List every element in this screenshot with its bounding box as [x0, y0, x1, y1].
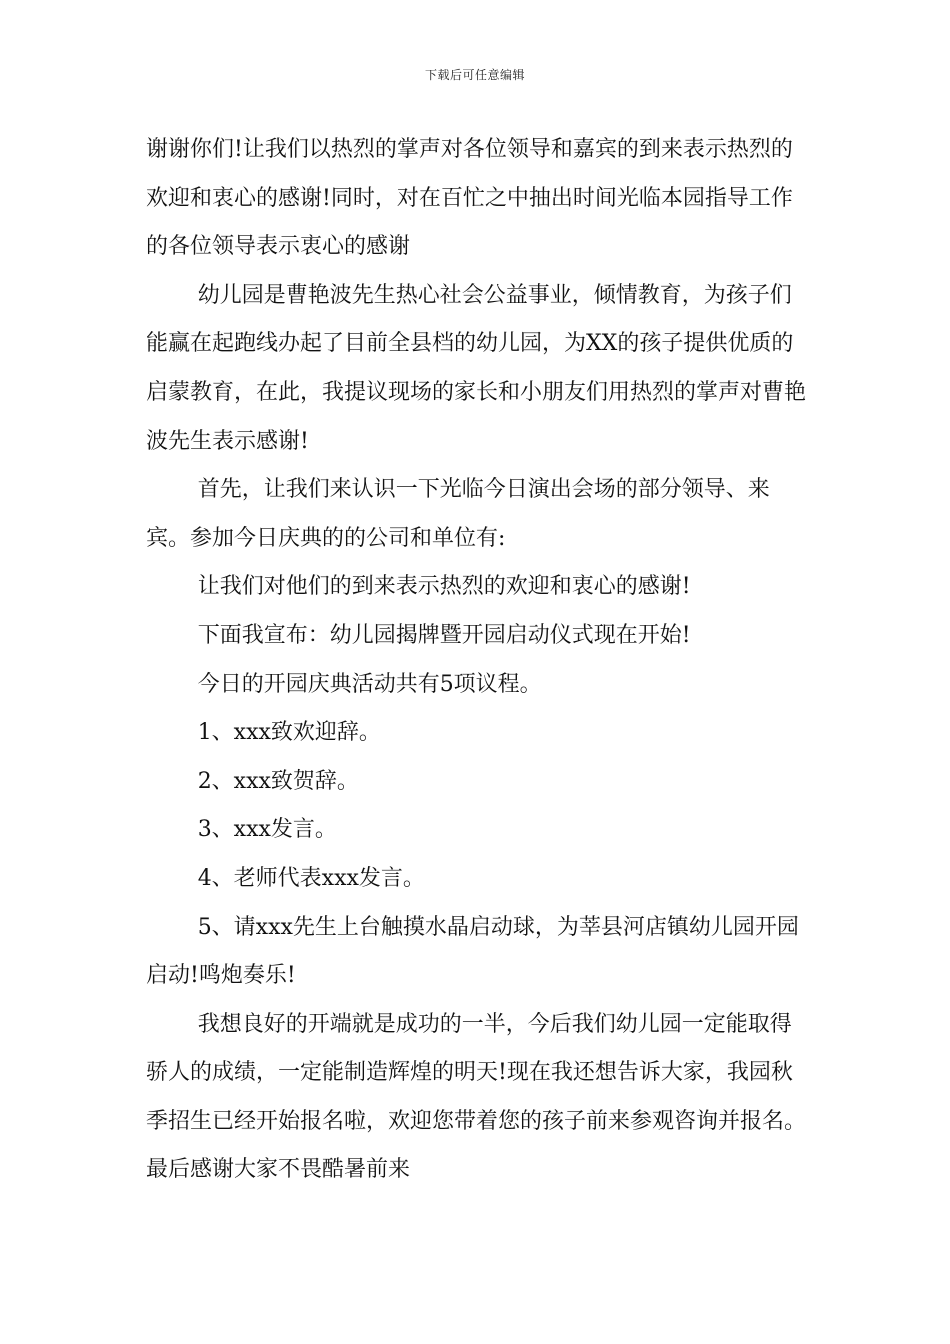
agenda-item-1: 1、xxx致欢迎辞。 — [197, 720, 381, 746]
paragraph-thanks: 谢谢你们!让我们以热烈的掌声对各位领导和嘉宾的到来表示热烈的欢迎和衷心的感谢!同时，对在百忙之中抽出时间光临本园指导工作的各位领导表示衷心的感谢 — [146, 137, 793, 260]
paragraph-announce-start: 下面我宣布：幼儿园揭牌暨开园启动仪式现在开始! — [197, 622, 691, 648]
paragraph-introduce-guests: 首先，让我们来认识一下光临今日演出会场的部分领导、来宾。参加今日庆典的的公司和单位有: — [146, 477, 770, 551]
paragraph-founder: 幼儿园是曹艳波先生热心社会公益事业，倾情教育，为孩子们能赢在起跑线办起了目前全县档的幼儿园，为XX的孩子提供优质的启蒙教育，在此，我提议现场的家长和小朋友们用热烈的掌声对曹艳波先生表示感谢! — [146, 282, 807, 454]
agenda-item-3: 3、xxx发言。 — [197, 817, 337, 843]
page-header-note: 下载后可任意编辑 — [424, 68, 525, 82]
paragraph-agenda-intro: 今日的开园庆典活动共有5项议程。 — [197, 671, 542, 697]
agenda-item-2: 2、xxx致贺辞。 — [197, 768, 359, 794]
agenda-item-4: 4、老师代表xxx发言。 — [197, 865, 425, 891]
document-body — [146, 126, 806, 1195]
paragraph-closing: 我想良好的开端就是成功的一半，今后我们幼儿园一定能取得骄人的成绩，一定能制造辉煌的明天!现在我还想告诉大家，我园秋季招生已经开始报名啦，欢迎您带着您的孩子前来参观咨询并报名。最后感谢大家不畏酷暑前来 — [146, 1011, 807, 1183]
paragraph-welcome-guests: 让我们对他们的到来表示热烈的欢迎和衷心的感谢! — [197, 574, 691, 600]
agenda-item-5: 5、请xxx先生上台触摸水晶启动球，为莘县河店镇幼儿园开园启动!鸣炮奏乐! — [146, 914, 799, 989]
